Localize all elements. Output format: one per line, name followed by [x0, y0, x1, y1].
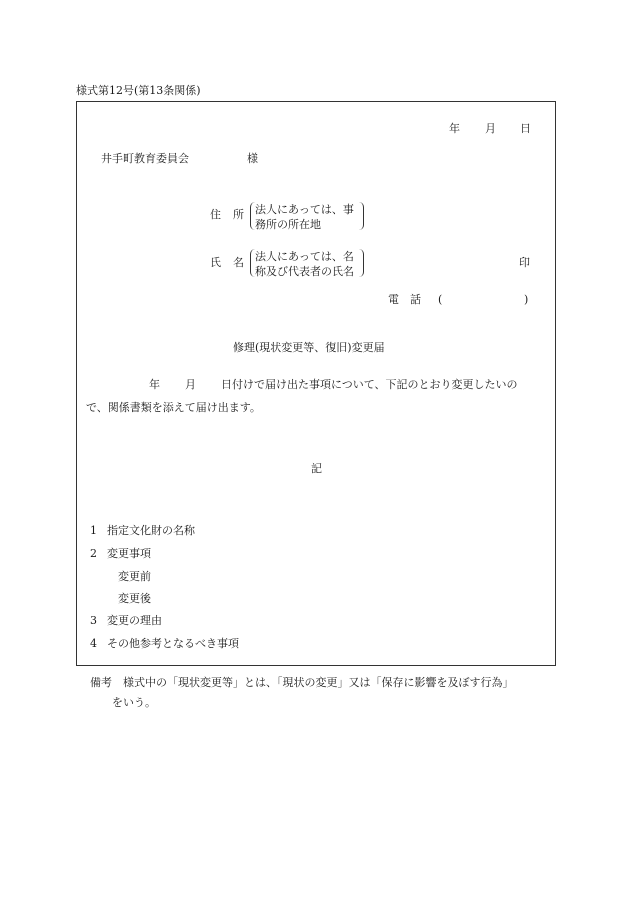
seal-mark: 印 [519, 256, 530, 269]
item-2-after-label: 変更後 [118, 592, 151, 605]
date-day-label: 日 [520, 122, 531, 135]
phone-label: 電 話 [388, 293, 421, 306]
item-1-number: 1 [90, 524, 97, 537]
phone-close-paren: ) [524, 293, 529, 306]
item-1-label: 指定文化財の名称 [107, 524, 195, 537]
item-4-label: その他参考となるべき事項 [107, 637, 239, 650]
recipient-honorific: 様 [247, 152, 258, 165]
address-label-1: 住 [210, 208, 221, 221]
address-note-line2: 務所の所在地 [255, 218, 321, 231]
name-note-line1: 法人にあっては、名 [255, 250, 354, 263]
recipient-name: 井手町教育委員会 [101, 152, 189, 165]
item-3-label: 変更の理由 [107, 614, 162, 627]
document-title: 修理(現状変更等、復旧)変更届 [233, 341, 385, 354]
item-3-number: 3 [90, 614, 97, 627]
item-2-before-label: 変更前 [118, 570, 151, 583]
form-number: 様式第12号(第13条関係) [76, 84, 201, 97]
name-label-1: 氏 [210, 256, 221, 269]
footnote-line1: 備考 様式中の「現状変更等」とは、「現状の変更」又は「保存に影響を及ぼす行為」 [90, 676, 514, 689]
footnote-line2: をいう。 [112, 696, 156, 709]
name-note-line2: 称及び代表者の氏名 [255, 265, 354, 278]
body-year: 年 [149, 378, 160, 391]
body-month: 月 [185, 378, 196, 391]
phone-open-paren: ( [438, 293, 443, 306]
body-line2-text: で、関係書類を添えて届け出ます。 [86, 401, 261, 414]
ki-heading: 記 [311, 462, 322, 475]
address-note-line1: 法人にあっては、事 [255, 203, 354, 216]
item-2-label: 変更事項 [107, 547, 151, 560]
body-line1-text: 日付けで届け出た事項について、下記のとおり変更したいの [221, 378, 518, 391]
date-month-label: 月 [485, 122, 496, 135]
name-label-2: 名 [233, 256, 244, 269]
item-2-number: 2 [90, 547, 97, 560]
date-year-label: 年 [449, 122, 460, 135]
address-label-2: 所 [233, 208, 244, 221]
item-4-number: 4 [90, 637, 97, 650]
